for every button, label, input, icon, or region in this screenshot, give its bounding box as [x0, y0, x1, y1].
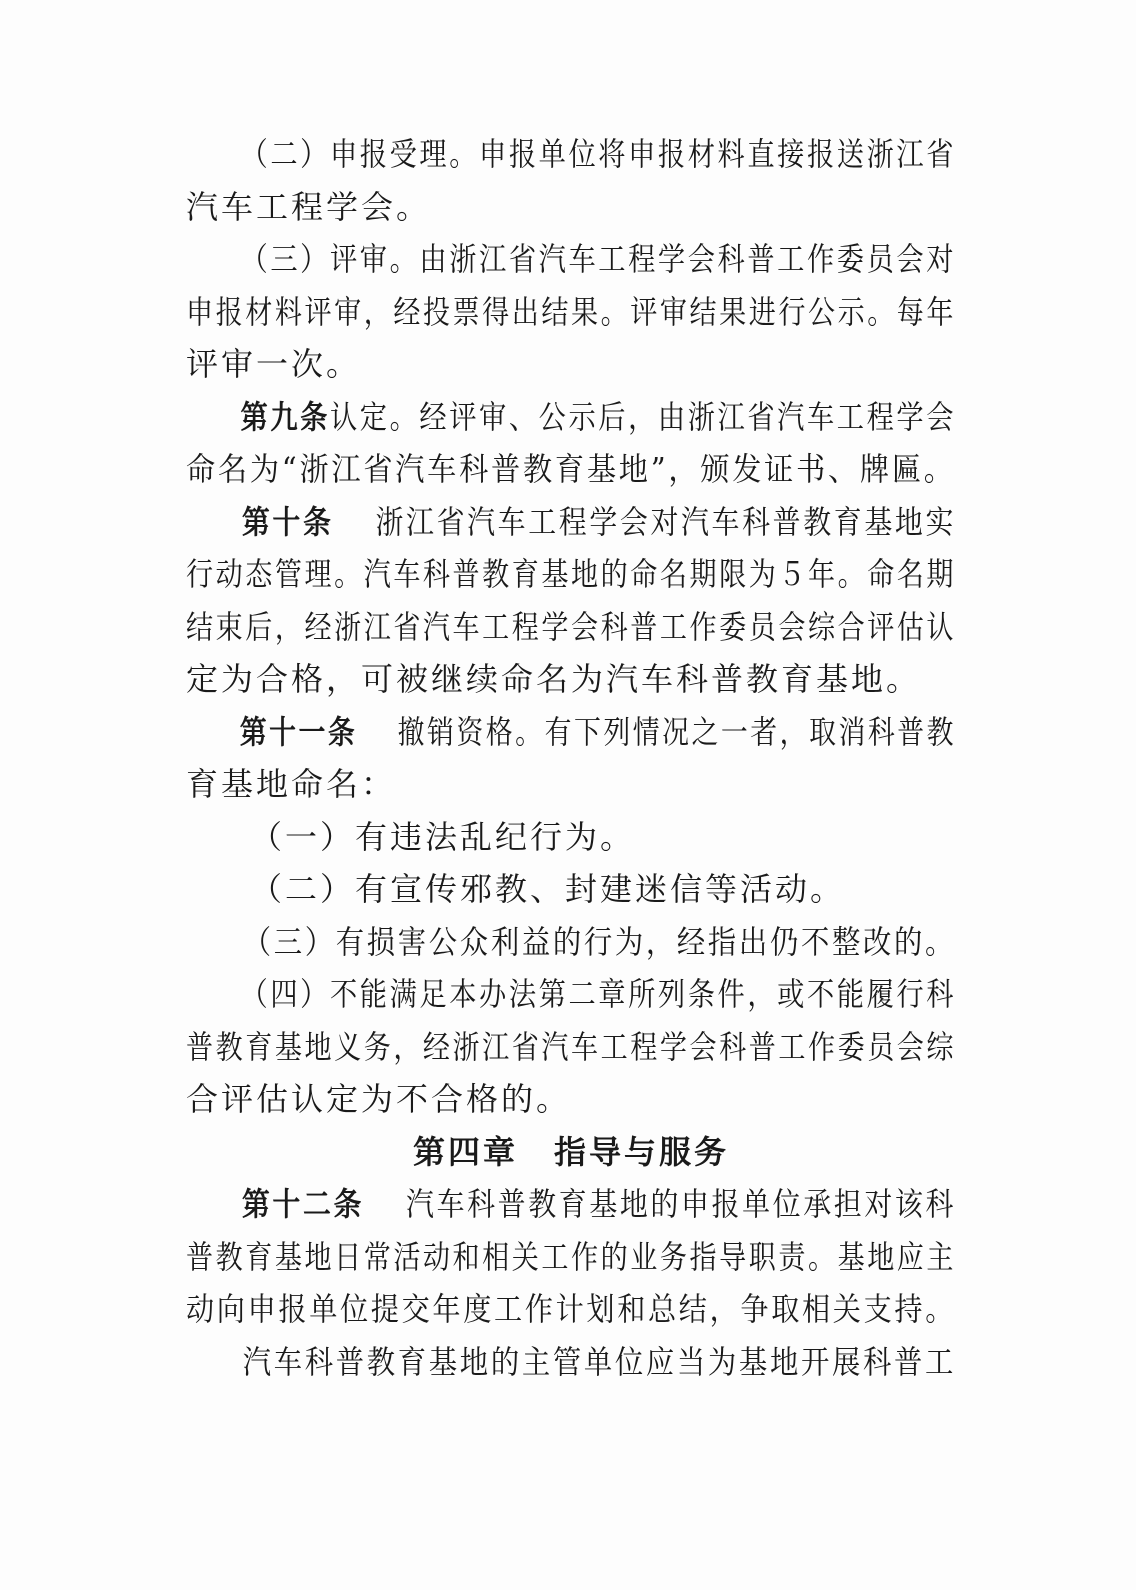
- article-9-line: [186, 391, 957, 444]
- text-line: （三）评审。由浙江省汽车工程学会科普工作委员会对: [240, 240, 957, 278]
- article-heading: 第十条: [241, 502, 334, 541]
- text-line: 汽车科普教育基地的主管单位应当为基地开展科普工: [242, 1342, 957, 1381]
- text-segment: 撤销资格。有下列情况之一者，取消科普教: [397, 712, 957, 751]
- chapter-heading: [186, 1126, 956, 1179]
- text-line: 汽车工程学会。: [186, 187, 432, 226]
- text-line: （四）不能满足本办法第二章所列条件，或不能履行科: [240, 975, 957, 1013]
- text-segment: 认定。经评审、公示后，由浙江省汽车工程学会: [329, 397, 957, 436]
- text-segment: 汽车科普教育基地的申报单位承担对该科: [406, 1185, 957, 1223]
- article-heading: 第十二条: [241, 1185, 365, 1223]
- text-line: 行动态管理。汽车科普教育基地的命名期限为５年。命名期: [186, 555, 957, 593]
- article-heading: 第十一条: [239, 712, 358, 751]
- text-line: 定为合格，可被继续命名为汽车科普教育基地。: [186, 660, 922, 698]
- text-line: （二）申报受理。申报单位将申报材料直接报送浙江省: [240, 135, 957, 173]
- text-line: （一）有违法乱纪行为。: [250, 817, 636, 856]
- chapter-number: 第四章: [412, 1132, 518, 1171]
- text-line: 普教育基地义务，经浙江省汽车工程学会科普工作委员会综: [186, 1027, 957, 1066]
- text-line: 动向申报单位提交年度工作计划和总结，争取相关支持。: [186, 1290, 957, 1328]
- text-line: （三）有损害公众利益的行为，经指出仍不整改的。: [242, 922, 957, 961]
- text-line: 合评估认定为不合格的。: [186, 1080, 572, 1118]
- text-line: 申报材料评审，经投票得出结果。评审结果进行公示。每年: [186, 292, 957, 331]
- text-segment: 浙江省汽车工程学会对汽车科普教育基地实: [375, 502, 957, 541]
- article-heading: 第九条: [240, 397, 330, 436]
- text-line: 命名为“浙江省汽车科普教育基地”，颁发证书、牌匾。: [186, 450, 956, 488]
- text-line: 评审一次。: [186, 345, 362, 383]
- text-line: 结束后，经浙江省汽车工程学会科普工作委员会综合评估认: [186, 607, 957, 646]
- chapter-title: 指导与服务: [554, 1132, 730, 1171]
- article-12-line: [186, 1178, 957, 1231]
- document-body: [186, 128, 956, 1388]
- article-10-line: [186, 496, 957, 549]
- text-line: 育基地命名：: [186, 765, 397, 803]
- text-line: 普教育基地日常活动和相关工作的业务指导职责。基地应主: [186, 1237, 957, 1276]
- article-11-line: [186, 706, 957, 759]
- text-line: （二）有宣传邪教、封建迷信等活动。: [250, 870, 846, 908]
